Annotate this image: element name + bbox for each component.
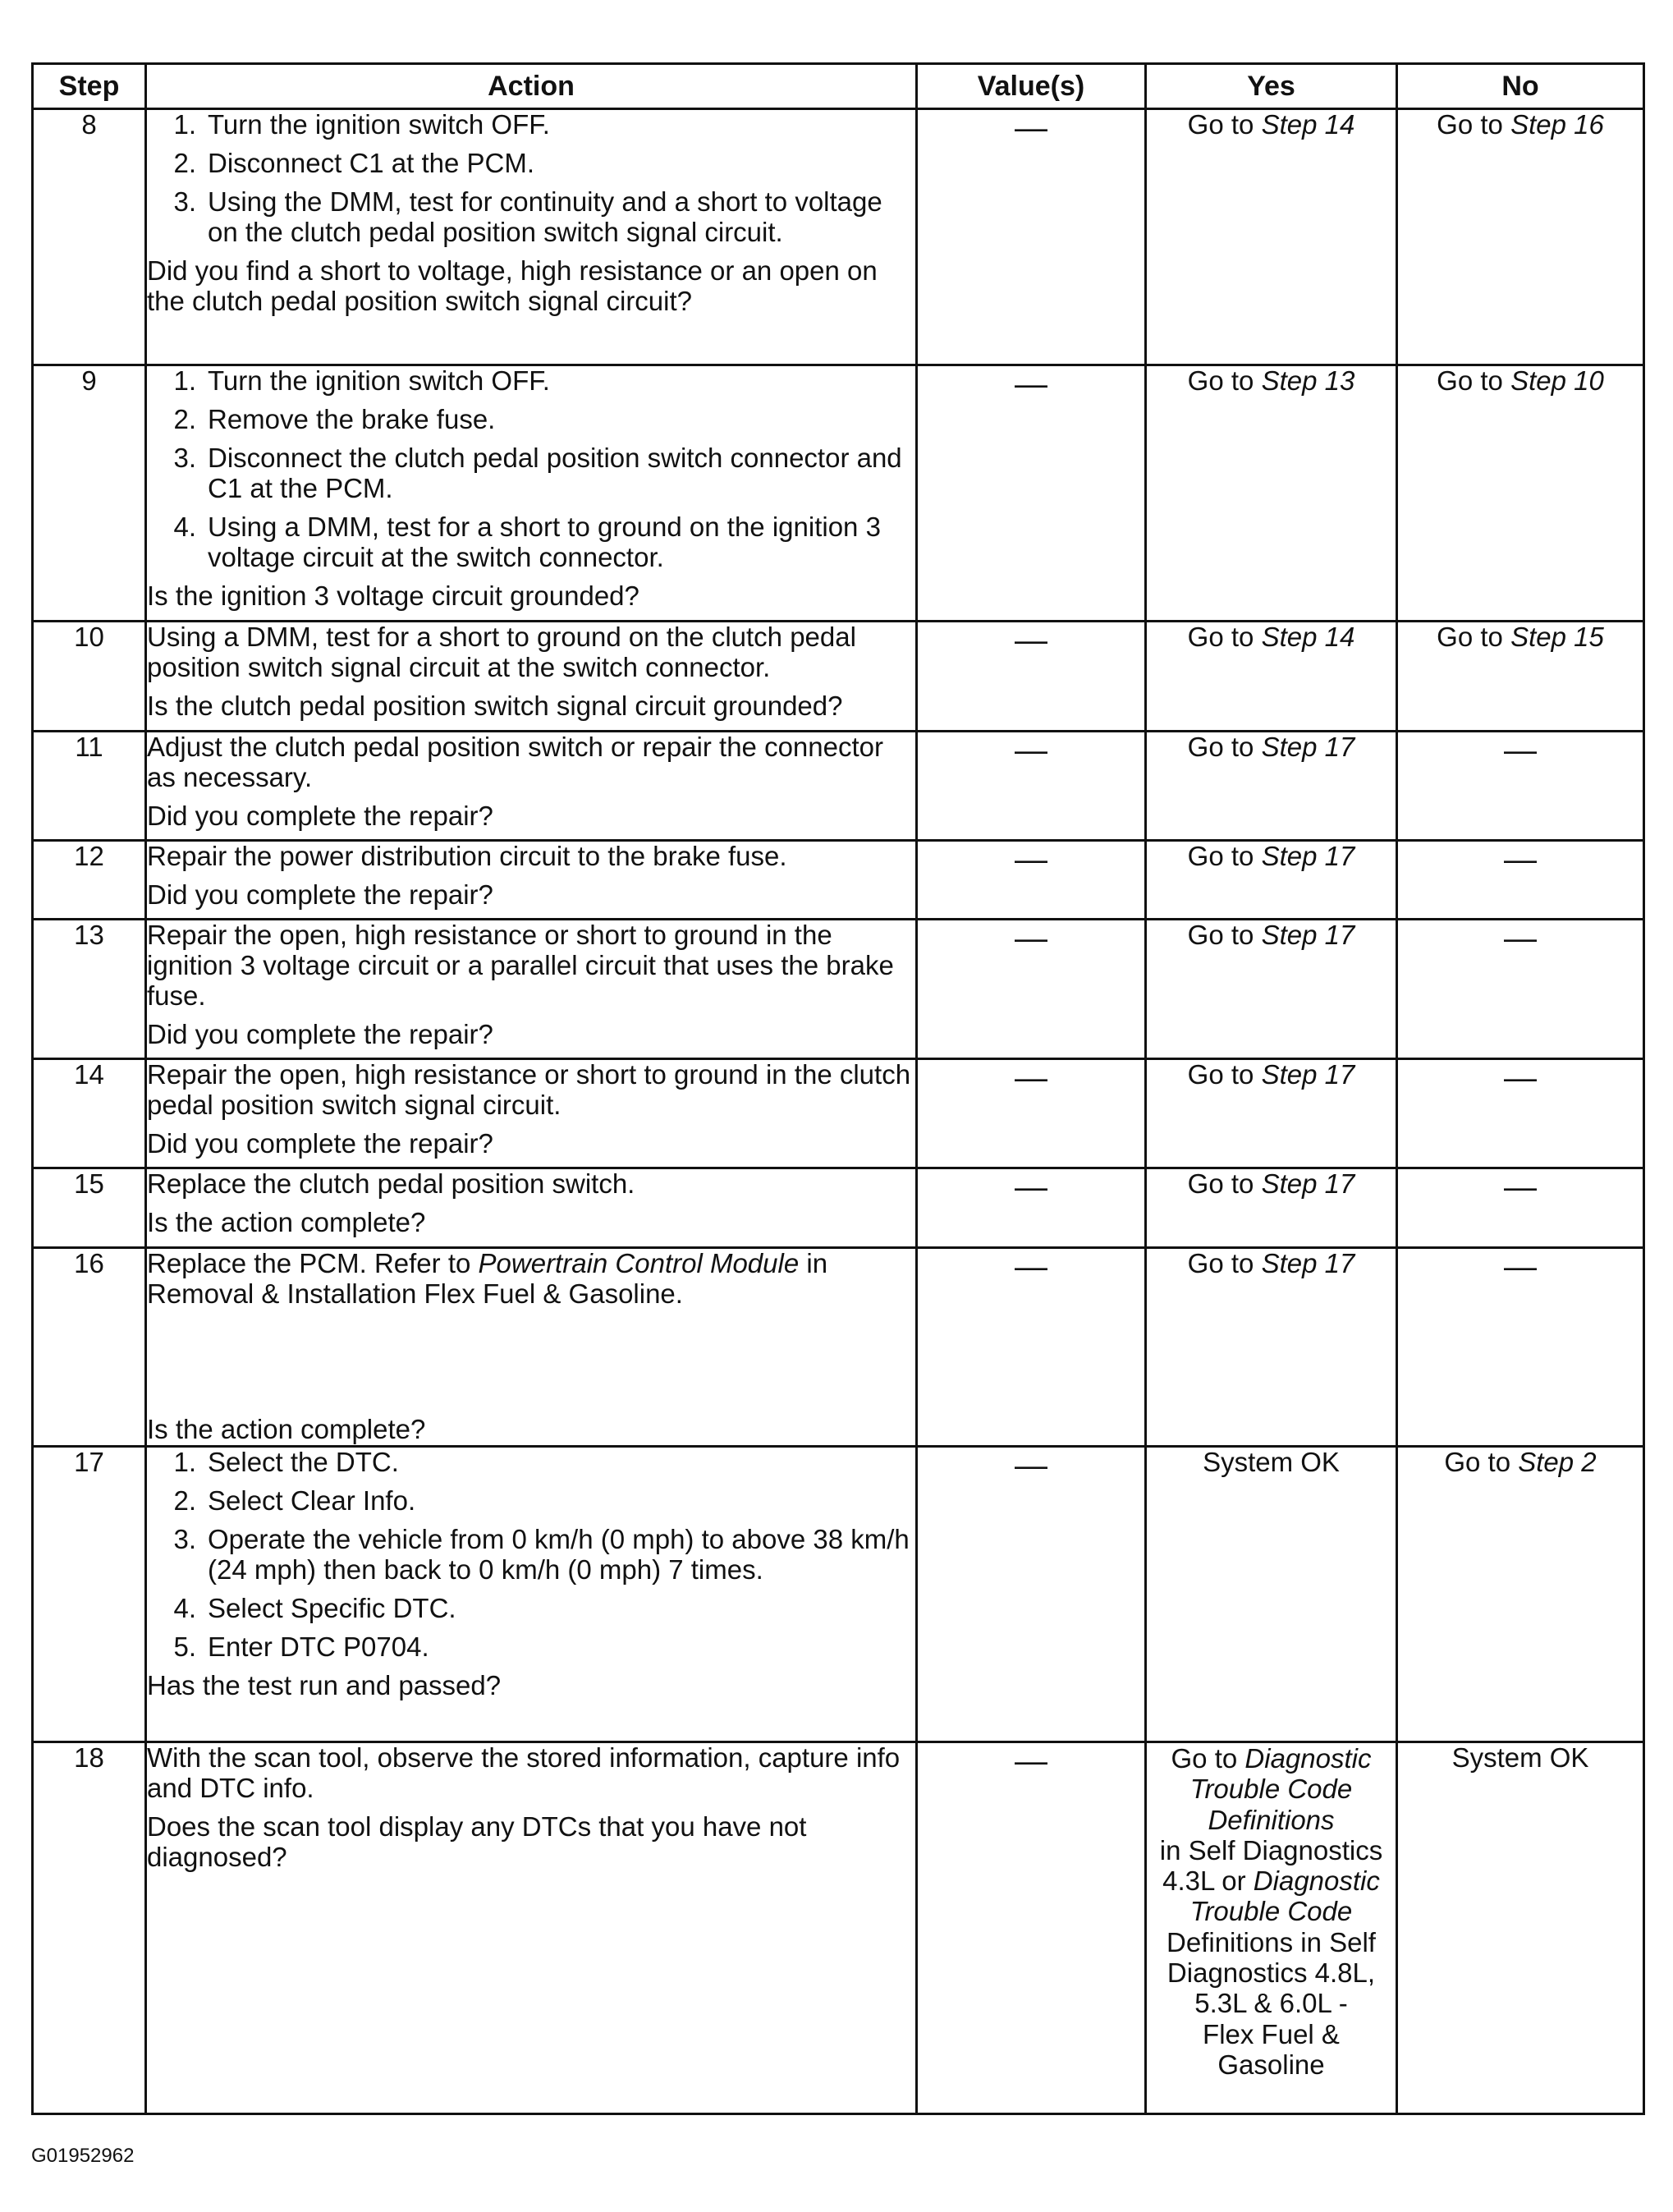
action-cell bbox=[146, 365, 917, 622]
header-step: Step bbox=[33, 64, 146, 109]
no-cell: — bbox=[1397, 1248, 1644, 1447]
yes-line: Diagnostics 4.8L, bbox=[1167, 1957, 1376, 1988]
action-question: Is the action complete? bbox=[147, 1206, 426, 1237]
yes-line: 4.3L or Diagnostic bbox=[1162, 1866, 1380, 1897]
yes-cell: Go to Step 17 bbox=[1146, 1168, 1397, 1248]
value-cell: — bbox=[917, 920, 1146, 1059]
step-number: 9 bbox=[33, 365, 146, 622]
action-question: Has the test run and passed? bbox=[147, 1669, 502, 1700]
table-row bbox=[33, 1742, 1644, 2114]
action-list bbox=[147, 366, 915, 573]
action-cell bbox=[146, 841, 917, 920]
action-question: Did you complete the repair? bbox=[147, 1018, 493, 1049]
action-cell bbox=[146, 1248, 917, 1447]
yes-cell: System OK bbox=[1146, 1447, 1397, 1742]
list-item: 1. Turn the ignition switch OFF. bbox=[173, 365, 550, 396]
list-item: 4. Select Specific DTC. bbox=[173, 1592, 456, 1623]
list-item: 1. Turn the ignition switch OFF. bbox=[173, 109, 550, 140]
action-text: Replace the clutch pedal position switch. bbox=[147, 1168, 635, 1199]
yes-line: Definitions bbox=[1208, 1804, 1335, 1835]
list-item: 3. Disconnect the clutch pedal position switch connector and C1 at the PCM. bbox=[173, 442, 902, 503]
action-question: Did you complete the repair? bbox=[147, 800, 493, 831]
table-row bbox=[33, 1168, 1644, 1248]
figure-id: G01952962 bbox=[31, 2145, 135, 2167]
yes-line: 5.3L & 6.0L - bbox=[1194, 1988, 1348, 2019]
action-cell bbox=[146, 1742, 917, 2114]
yes-cell: Go to Step 13 bbox=[1146, 365, 1397, 622]
table-row bbox=[33, 920, 1644, 1059]
list-item: 1. Select the DTC. bbox=[173, 1447, 399, 1477]
step-link: Step 14 bbox=[1261, 109, 1355, 140]
step-number: 18 bbox=[33, 1742, 146, 2114]
no-cell: Go to Step 10 bbox=[1397, 365, 1644, 622]
step-link: Step 17 bbox=[1261, 920, 1355, 950]
action-list bbox=[147, 110, 915, 248]
no-cell: — bbox=[1397, 920, 1644, 1059]
step-link: Step 2 bbox=[1518, 1447, 1597, 1477]
no-cell: — bbox=[1397, 841, 1644, 920]
step-link: Step 17 bbox=[1261, 1059, 1355, 1090]
action-text: Repair the power distribution circuit to the brake fuse. bbox=[147, 841, 787, 871]
list-item: 2. Remove the brake fuse. bbox=[173, 403, 496, 434]
action-cell bbox=[146, 920, 917, 1059]
step-number: 13 bbox=[33, 920, 146, 1059]
header-row bbox=[33, 64, 1644, 109]
list-item: 2. Select Clear Info. bbox=[173, 1485, 416, 1516]
table-row bbox=[33, 109, 1644, 365]
yes-cell: Go to Step 17 bbox=[1146, 1059, 1397, 1168]
action-question: Did you complete the repair? bbox=[147, 1127, 493, 1159]
no-cell: Go to Step 2 bbox=[1397, 1447, 1644, 1742]
step-link: Step 17 bbox=[1261, 841, 1355, 871]
yes-line: Trouble Code bbox=[1189, 1896, 1353, 1927]
yes-line: Gasoline bbox=[1217, 2049, 1325, 2080]
action-text: Repair the open, high resistance or short to ground in the clutch pedal position switch signal circuit. bbox=[147, 1059, 911, 1120]
yes-line: Flex Fuel & bbox=[1203, 2018, 1340, 2049]
table-row bbox=[33, 622, 1644, 732]
yes-cell: Go to Step 17 bbox=[1146, 920, 1397, 1059]
action-question: Does the scan tool display any DTCs that you have not diagnosed? bbox=[147, 1810, 807, 1872]
value-cell: — bbox=[917, 841, 1146, 920]
step-link: Step 16 bbox=[1510, 109, 1604, 140]
action-question: Did you complete the repair? bbox=[147, 879, 493, 910]
step-number: 12 bbox=[33, 841, 146, 920]
action-cell bbox=[146, 732, 917, 841]
yes-line: in Self Diagnostics bbox=[1159, 1834, 1383, 1866]
no-cell: Go to Step 15 bbox=[1397, 622, 1644, 732]
action-text: Repair the open, high resistance or short to ground in the ignition 3 voltage circuit or a parallel circuit that uses the brake fuse. bbox=[147, 920, 894, 1011]
no-cell: — bbox=[1397, 1168, 1644, 1248]
action-cell bbox=[146, 1059, 917, 1168]
no-cell: System OK bbox=[1397, 1742, 1644, 2114]
action-cell bbox=[146, 622, 917, 732]
list-item: 3. Operate the vehicle from 0 km/h (0 mph) to above 38 km/h (24 mph) then back to 0 km/h (0 mph) 7 times. bbox=[173, 1523, 910, 1585]
diagnostic-table bbox=[31, 62, 1645, 2115]
action-text: Adjust the clutch pedal position switch or repair the connector as necessary. bbox=[147, 732, 883, 792]
action-question: Is the clutch pedal position switch signal circuit grounded? bbox=[147, 690, 843, 721]
value-cell: — bbox=[917, 1059, 1146, 1168]
header-yes: Yes bbox=[1146, 64, 1397, 109]
step-link: Step 17 bbox=[1261, 1168, 1355, 1199]
step-link: Step 14 bbox=[1261, 622, 1355, 652]
action-question: Is the action complete? bbox=[147, 1414, 426, 1445]
yes-cell: Go to Step 14 bbox=[1146, 109, 1397, 365]
table-row bbox=[33, 1447, 1644, 1742]
step-link: Step 15 bbox=[1510, 622, 1604, 652]
no-cell: — bbox=[1397, 1059, 1644, 1168]
value-cell: — bbox=[917, 1248, 1146, 1447]
yes-line: Definitions in Self bbox=[1167, 1926, 1376, 1957]
yes-cell: Go to Step 17 bbox=[1146, 841, 1397, 920]
list-item: 2. Disconnect C1 at the PCM. bbox=[173, 147, 534, 178]
table-row bbox=[33, 1248, 1644, 1447]
step-number: 15 bbox=[33, 1168, 146, 1248]
yes-cell: Go to Step 17 bbox=[1146, 732, 1397, 841]
step-link: Step 13 bbox=[1261, 365, 1355, 396]
table-row bbox=[33, 732, 1644, 841]
list-item: 3. Using the DMM, test for continuity and a short to voltage on the clutch pedal position switch signal circuit. bbox=[173, 186, 882, 247]
value-cell: — bbox=[917, 732, 1146, 841]
list-item: 4. Using a DMM, test for a short to ground on the ignition 3 voltage circuit at the switch connector. bbox=[173, 511, 881, 572]
action-cell bbox=[146, 1447, 917, 1742]
yes-cell: Go to Step 14 bbox=[1146, 622, 1397, 732]
action-text: With the scan tool, observe the stored information, capture info and DTC info. bbox=[147, 1742, 901, 1803]
yes-line: Go to Diagnostic bbox=[1171, 1743, 1372, 1774]
no-cell: — bbox=[1397, 732, 1644, 841]
action-text: Replace the PCM. Refer to Powertrain Control Module in Removal & Installation Flex Fuel & Gasoline. bbox=[147, 1248, 828, 1309]
step-link: Step 17 bbox=[1261, 1248, 1355, 1278]
value-cell: — bbox=[917, 1742, 1146, 2114]
list-item: 5. Enter DTC P0704. bbox=[173, 1631, 429, 1662]
yes-cell: Go to Step 17 bbox=[1146, 1248, 1397, 1447]
step-number: 17 bbox=[33, 1447, 146, 1742]
step-number: 8 bbox=[33, 109, 146, 365]
step-number: 10 bbox=[33, 622, 146, 732]
step-number: 14 bbox=[33, 1059, 146, 1168]
step-number: 16 bbox=[33, 1248, 146, 1447]
table-row bbox=[33, 841, 1644, 920]
table-row bbox=[33, 1059, 1644, 1168]
value-cell: — bbox=[917, 365, 1146, 622]
action-cell bbox=[146, 109, 917, 365]
header-values: Value(s) bbox=[917, 64, 1146, 109]
value-cell: — bbox=[917, 1447, 1146, 1742]
no-cell: Go to Step 16 bbox=[1397, 109, 1644, 365]
action-question: Did you find a short to voltage, high resistance or an open on the clutch pedal position switch signal circuit? bbox=[147, 255, 878, 316]
value-cell: — bbox=[917, 109, 1146, 365]
action-text: Using a DMM, test for a short to ground on the clutch pedal position switch signal circuit at the switch connector. bbox=[147, 622, 856, 682]
header-action: Action bbox=[146, 64, 917, 109]
action-list bbox=[147, 1448, 915, 1663]
action-question: Is the ignition 3 voltage circuit grounded? bbox=[147, 580, 639, 611]
value-cell: — bbox=[917, 1168, 1146, 1248]
yes-line: Trouble Code bbox=[1189, 1774, 1353, 1805]
header-no: No bbox=[1397, 64, 1644, 109]
step-number: 11 bbox=[33, 732, 146, 841]
yes-cell bbox=[1146, 1742, 1397, 2114]
step-link: Step 10 bbox=[1510, 365, 1604, 396]
table-row bbox=[33, 365, 1644, 622]
action-cell bbox=[146, 1168, 917, 1248]
reference-link: Powertrain Control Module bbox=[478, 1248, 800, 1278]
value-cell: — bbox=[917, 622, 1146, 732]
step-link: Step 17 bbox=[1261, 732, 1355, 762]
